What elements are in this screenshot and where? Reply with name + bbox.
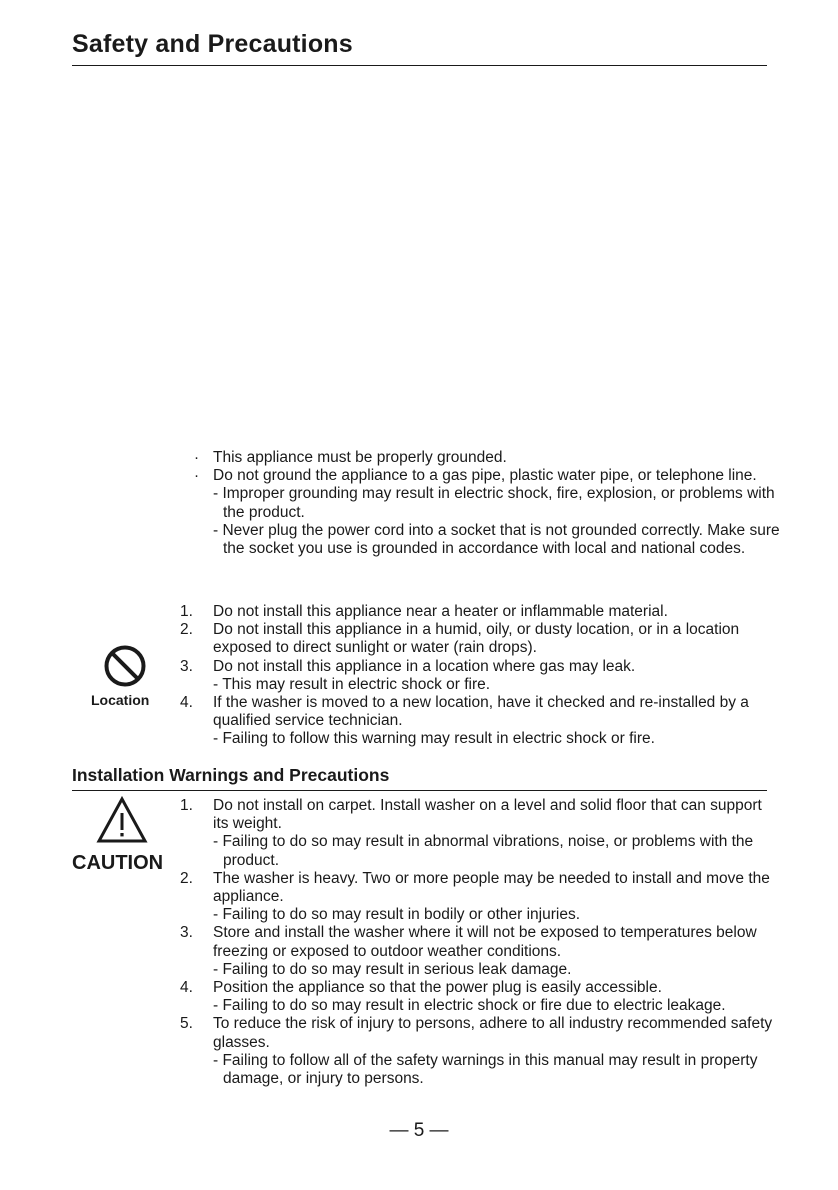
- item-number: 5.: [180, 1015, 193, 1033]
- installation-item: [180, 924, 780, 960]
- section-title: Installation Warnings and Precautions: [72, 765, 390, 785]
- item-text: If the washer is moved to a new location, have it checked and re-installed by a qualified service technician.: [213, 694, 749, 730]
- item-text: Position the appliance so that the power plug is easily accessible.: [213, 979, 662, 997]
- page-number: — 5 —: [389, 1120, 449, 1141]
- item-text: This appliance must be properly grounded.: [213, 449, 507, 466]
- item-number: 1.: [180, 797, 193, 814]
- item-text: Do not install this appliance in a location where gas may leak.: [213, 657, 636, 675]
- caution-label: CAUTION: [72, 852, 164, 874]
- item-subtext: - This may result in electric shock or fire.: [213, 675, 491, 693]
- warning-triangle-icon: [96, 796, 148, 844]
- bullet-dot: .: [194, 446, 199, 463]
- item-number: 4.: [180, 694, 193, 712]
- item-text: Do not install this appliance in a humid, oily, or dusty location, or in a location exposed to direct sunlight or water (rain drops).: [213, 621, 740, 657]
- location-item: [180, 694, 780, 730]
- item-subtext: - Failing to do so may result in serious leak damage.: [213, 960, 572, 978]
- item-text: Store and install the washer where it will not be exposed to temperatures below freezing or exposed to outdoor weather conditions.: [213, 924, 757, 960]
- item-subtext: - Failing to follow all of the safety warnings in this manual may result in property damage, or injury to persons.: [213, 1051, 758, 1088]
- installation-item: [180, 979, 780, 997]
- location-item: [180, 603, 780, 621]
- page-title: Safety and Precautions: [72, 30, 353, 58]
- item-text: The washer is heavy. Two or more people may be needed to install and move the appliance.: [213, 869, 770, 906]
- item-number: 2.: [180, 621, 193, 639]
- title-divider: [72, 65, 767, 66]
- item-number: 2.: [180, 869, 193, 887]
- item-number: 4.: [180, 979, 193, 997]
- item-text: Do not ground the appliance to a gas pipe, plastic water pipe, or telephone line.: [213, 467, 757, 485]
- item-number: 3.: [180, 657, 193, 675]
- location-section: [180, 603, 780, 749]
- location-label: Location: [91, 692, 150, 708]
- bullet-dot: .: [194, 464, 199, 482]
- installation-item: [180, 1015, 780, 1051]
- location-item: [180, 621, 780, 657]
- grounding-section: [180, 446, 780, 558]
- item-number: 3.: [180, 924, 193, 942]
- item-number: 1.: [180, 603, 193, 620]
- item-subtext: - Improper grounding may result in electric shock, fire, explosion, or problems with the product.: [213, 485, 775, 521]
- prohibition-icon: [102, 643, 148, 689]
- section-divider: [72, 790, 767, 791]
- grounding-item: [180, 446, 780, 467]
- item-subtext: - Failing to follow this warning may result in electric shock or fire.: [213, 730, 655, 748]
- item-subtext: - Never plug the power cord into a socket that is not grounded correctly. Make sure the socket you use is grounded in accordance with local and national codes.: [213, 521, 780, 558]
- item-subtext: - Failing to do so may result in abnormal vibrations, noise, or problems with the product.: [213, 833, 754, 869]
- grounding-item: [180, 464, 780, 485]
- item-subtext: - Failing to do so may result in bodily or other injuries.: [213, 906, 580, 924]
- item-subtext: - Failing to do so may result in electric shock or fire due to electric leakage.: [213, 997, 726, 1015]
- item-text: Do not install on carpet. Install washer on a level and solid floor that can support its weight.: [213, 797, 762, 833]
- item-text: Do not install this appliance near a heater or inflammable material.: [213, 603, 668, 620]
- location-item: [180, 658, 780, 676]
- installation-item: [180, 797, 780, 833]
- installation-section: [180, 797, 780, 1088]
- installation-item: [180, 870, 780, 906]
- item-text: To reduce the risk of injury to persons, adhere to all industry recommended safety glasses.: [213, 1015, 773, 1051]
